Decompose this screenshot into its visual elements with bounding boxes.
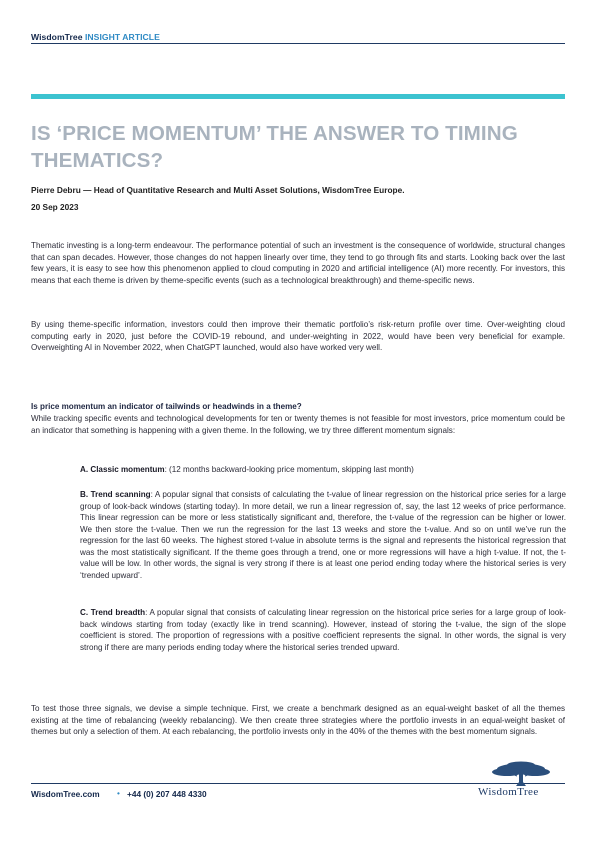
signal-trend-scanning xyxy=(80,489,566,581)
logo-wordmark: WisdomTree xyxy=(478,786,539,798)
footer-phone: +44 (0) 207 448 4330 xyxy=(127,789,207,799)
signal-b-text: : A popular signal that consists of calculating the t-value of linear regression on the historical price series for a large group of look-back windows (starting today). In more detail, we run a linear regression of, say, the last 12 weeks of price performance. This linear regression can be more or less statistically significant and, therefore, the t-value of the regression can be higher or lower. We then store the t-value. Then we run the regression for the last 13 weeks and store the t-value. And so on until we’ve run the regression for the last 60 weeks. The highest stored t-value in absolute terms is the signal and represents the historical regression that was the most statistically significant. If the theme goes through a trend, one or more regressions will have a high t-value. If not, the t-value will be low. In other words, the signal is very strong if there is at least one period ending today where the historical series is very ‘trended upward’. xyxy=(80,490,566,580)
signal-a-label: A. Classic momentum xyxy=(80,465,165,474)
header-kind: INSIGHT ARTICLE xyxy=(84,32,160,42)
footer-website-link[interactable]: WisdomTree.com xyxy=(31,789,100,799)
header-divider xyxy=(31,43,565,44)
paragraph-test-method: To test those three signals, we devise a simple technique. First, we create a benchmark designed as an equal-weight basket of all the themes existing at the time of rebalancing (weekly rebalancing). We then create three strategies where the portfolio invests in an equal-weight basket of themes but only a selection of them. At each rebalancing, the portfolio invests only in the 40% of the themes with the best momentum signals. xyxy=(31,704,565,736)
footer-bullet: • xyxy=(117,788,120,798)
paragraph-risk-return: By using theme-specific information, investors could then improve their thematic portfolio’s risk-return profile over time. Over-weighting cloud computing early in 2020, just before the COVID-19 rebound, and under-weighting in 2022, would have been very beneficial for example. Overweighting AI in November 2022, when ChatGPT launched, would also have worked very well. xyxy=(31,320,565,352)
publish-date: 20 Sep 2023 xyxy=(31,202,79,212)
paragraph-momentum-intro: While tracking specific events and technological developments for ten or twenty themes is not feasible for most investors, price momentum could be an indicator that something is happening with a given theme. In the following, we try three different momentum signals: xyxy=(31,414,565,435)
paragraph-intro: Thematic investing is a long-term endeavour. The performance potential of such an investment is the consequence of worldwide, structural changes that can span decades. However, those changes do not happen linearly over time, they tend to go through fits and starts. Looking back over the last few years, it is easy to see how this phenomenon applied to cloud computing in 2020 and artificial intelligence (AI) more recently. For investors, this means that each theme is driven by theme-specific events (such as a technological breakthrough) and theme-specific news. xyxy=(31,241,565,285)
author-line: Pierre Debru — Head of Quantitative Research and Multi Asset Solutions, WisdomTree Europe. xyxy=(31,185,405,195)
signal-trend-breadth xyxy=(80,607,566,653)
signal-a-text: : (12 months backward-looking price momentum, skipping last month) xyxy=(164,465,414,474)
header-brand: WisdomTree xyxy=(31,32,83,42)
signal-classic-momentum xyxy=(80,464,566,476)
title-accent-bar xyxy=(31,94,565,99)
article-title: IS ‘PRICE MOMENTUM’ THE ANSWER TO TIMING THEMATICS? xyxy=(31,122,518,172)
signal-c-label: C. Trend breadth xyxy=(80,608,146,617)
section-heading: Is price momentum an indicator of tailwinds or headwinds in a theme? xyxy=(31,402,302,411)
signal-b-label: B. Trend scanning xyxy=(80,490,151,499)
signal-c-text: : A popular signal that consists of calculating linear regression on the historical price series for a large group of look-back windows starting from today (exactly like in trend scanning). However, instead of storing the t-value, the sign of the slope coefficient is stored. The proportion of regressions with a positive coefficient represents the signal. In other words, the signal is very strong if there are many periods ending today where the historical series trended upward. xyxy=(80,608,567,652)
article-header xyxy=(31,32,160,42)
